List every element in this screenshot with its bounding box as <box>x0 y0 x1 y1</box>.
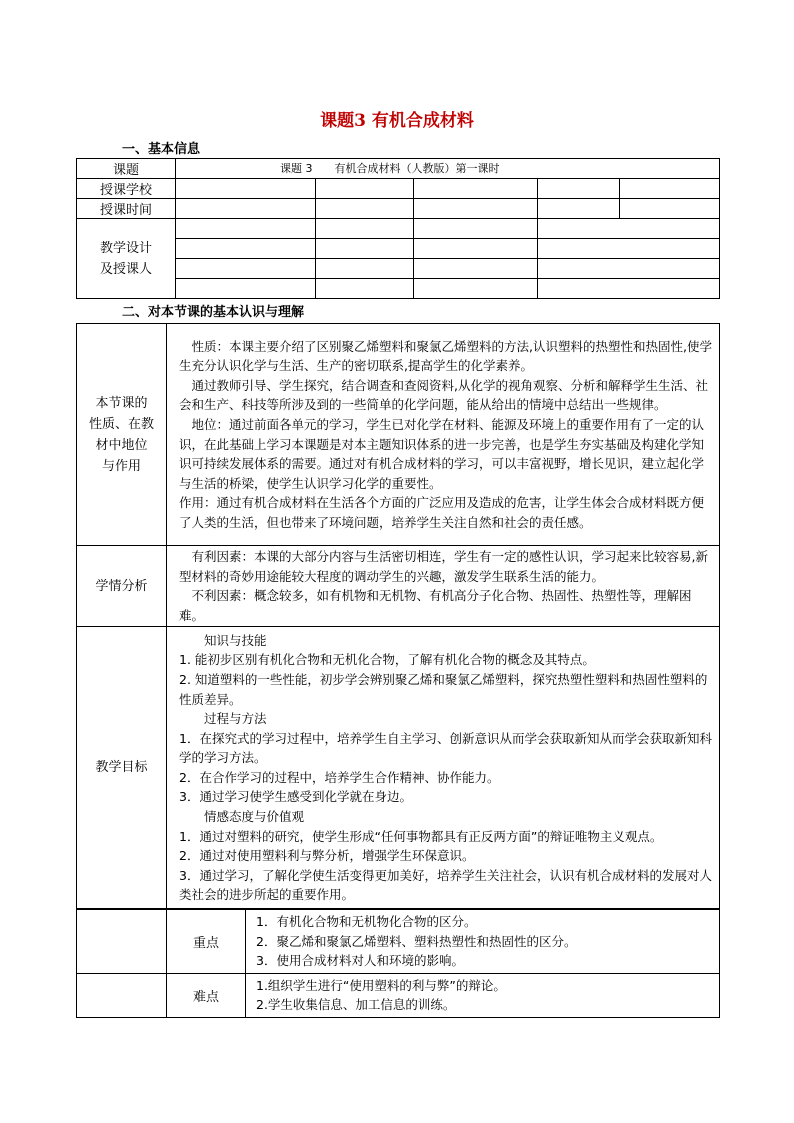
difficult-point-line: 1.组织学生进行“使用塑料的利与弊”的辩论。 <box>256 977 506 993</box>
key-point-line: 1．有机化合物和无机物化合物的区分。 <box>256 914 477 929</box>
paragraph: 通过教师引导、学生探究，结合调查和查阅资料,从化学的视角观察、分析和解释学生生活、社会和生产、科技等所涉及到的一些简单的化学问题，能从给出的情境中总结出一些规律。 <box>179 377 708 413</box>
teacher-cell[interactable] <box>414 239 538 259</box>
school-cell[interactable] <box>538 179 620 199</box>
table-row <box>77 199 720 219</box>
objectives-label: 教学目标 <box>77 627 167 909</box>
paragraph: 有利因素：本课的大部分内容与生活密切相连，学生有一定的感性认识，学习起来比较容易,新型材料的奇妙用途能较大程度的调动学生的兴趣，激发学生联系生活的能力。 <box>179 549 708 584</box>
teacher-cell[interactable] <box>316 259 414 279</box>
table-row <box>77 910 720 974</box>
paragraph: 性质：本课主要介绍了区别聚乙烯塑料和聚氯乙烯塑料的方法,认识塑料的热塑性和热固性,使学生充分认识化学与生活、生产的密切联系,提高学生的化学素养。 <box>179 338 712 374</box>
objective-line: 2．通过对使用塑料利与弊分析，增强学生环保意识。 <box>179 848 475 864</box>
time-cell[interactable] <box>316 199 414 219</box>
objective-line: 知识与技能 <box>179 632 267 648</box>
teacher-cell[interactable] <box>176 219 316 239</box>
paragraph: 作用：通过有机合成材料在生活各个方面的广泛应用及造成的危害，让学生体会合成材料既方便了人类的生活，但也带来了环境问题，培养学生关注自然和社会的责任感。 <box>179 495 705 530</box>
difficult-point-line: 2.学生收集信息、加工信息的训练。 <box>256 997 456 1013</box>
key-points-content <box>246 910 720 974</box>
difficult-points-content <box>246 973 720 1017</box>
key-difficult-table <box>76 909 720 1018</box>
table-row <box>77 627 720 909</box>
label-line: 与作用 <box>101 458 141 474</box>
teacher-label-line: 教学设计 <box>99 240 152 256</box>
teacher-cell[interactable] <box>538 259 720 279</box>
section-heading-basic-info: 一、基本信息 <box>122 142 201 157</box>
label-line: 材中地位 <box>95 437 148 453</box>
paragraph: 不利因素：概念较多，如有机物和无机物、有机高分子化合物、热固性、热塑性等，理解困难。 <box>179 588 692 623</box>
difficult-points-label: 难点 <box>167 973 246 1017</box>
paragraph: 地位：通过前面各单元的学习，学生已对化学在材料、能源及环境上的重要作用有了一定的认识，在此基础上学习本课题是对本主题知识体系的进一步完善，也是学生夯实基础及构建化学知识可持续发展体系的需要。通过对有机合成材料的学习，可以丰富视野，增长见识，建立起化学与生活的桥梁，使学生认识学习化学的重要性。 <box>179 416 705 491</box>
school-cell[interactable] <box>176 179 316 199</box>
teacher-cell[interactable] <box>176 259 316 279</box>
objective-line: 2. 知道塑料的一些性能，初步学会辨别聚乙烯和聚氯乙烯塑料，探究热塑性塑料和热固性塑料的性质差异。 <box>179 671 708 707</box>
nature-label <box>77 324 167 546</box>
time-cell[interactable] <box>620 199 720 219</box>
lesson-value: 课题 3 有机合成材料（人教版）第一课时 <box>176 159 720 179</box>
table-row <box>77 159 720 179</box>
document-title: 课题3 有机合成材料 <box>320 111 474 131</box>
table-row <box>77 324 720 546</box>
teacher-label <box>77 219 176 299</box>
teacher-cell[interactable] <box>316 239 414 259</box>
table-row <box>77 179 720 199</box>
teacher-cell[interactable] <box>538 279 720 299</box>
empty-cell <box>77 910 167 974</box>
teacher-cell[interactable] <box>176 239 316 259</box>
table-row <box>77 973 720 1017</box>
objective-line: 1．通过对塑料的研究，使学生形成“任何事物都具有正反两方面”的辩证唯物主义观点。 <box>179 828 663 844</box>
time-cell[interactable] <box>538 199 620 219</box>
objective-line: 3．通过学习使学生感受到化学就在身边。 <box>179 789 412 805</box>
lesson-label: 课题 <box>77 159 176 179</box>
teacher-label-line: 及授课人 <box>99 261 152 277</box>
school-cell[interactable] <box>414 179 538 199</box>
teacher-cell[interactable] <box>176 279 316 299</box>
key-points-label: 重点 <box>167 910 246 974</box>
teacher-cell[interactable] <box>538 219 720 239</box>
school-cell[interactable] <box>620 179 720 199</box>
objective-line: 过程与方法 <box>179 711 267 727</box>
teacher-cell[interactable] <box>414 259 538 279</box>
time-label: 授课时间 <box>77 199 176 219</box>
objective-line: 1. 能初步区别有机化合物和无机化合物，了解有机化合物的概念及其特点。 <box>179 652 595 668</box>
objective-line: 3．通过学习，了解化学使生活变得更加美好，培养学生关注社会，认识有机合成材料的发展对人类社会的进步所起的重要作用。 <box>179 867 712 903</box>
understanding-table <box>76 323 720 909</box>
key-point-line: 3．使用合成材料对人和环境的影响。 <box>256 953 464 969</box>
objectives-content <box>167 627 720 909</box>
empty-cell <box>77 973 167 1017</box>
basic-info-table <box>76 158 720 299</box>
student-analysis-content <box>167 546 720 627</box>
time-cell[interactable] <box>176 199 316 219</box>
teacher-cell[interactable] <box>414 219 538 239</box>
objective-line: 1．在探究式的学习过程中，培养学生自主学习、创新意识从而学会获取新知从而学会获取新知科学的学习方法。 <box>179 730 712 766</box>
table-row <box>77 546 720 627</box>
key-point-line: 2．聚乙烯和聚氯乙烯塑料、塑料热塑性和热固性的区分。 <box>256 933 577 949</box>
school-label: 授课学校 <box>77 179 176 199</box>
school-cell[interactable] <box>316 179 414 199</box>
objective-line: 2．在合作学习的过程中，培养学生合作精神、协作能力。 <box>179 769 500 785</box>
section-heading-understanding: 二、对本节课的基本认识与理解 <box>122 305 305 320</box>
teacher-cell[interactable] <box>316 219 414 239</box>
time-cell[interactable] <box>414 199 538 219</box>
teacher-cell[interactable] <box>414 279 538 299</box>
objective-line: 情感态度与价值观 <box>179 809 305 825</box>
teacher-cell[interactable] <box>538 239 720 259</box>
student-analysis-label: 学情分析 <box>77 546 167 627</box>
nature-content <box>167 324 720 546</box>
label-line: 本节课的 <box>95 395 148 411</box>
teacher-cell[interactable] <box>316 279 414 299</box>
table-row <box>77 219 720 239</box>
label-line: 性质、在教 <box>88 416 154 432</box>
